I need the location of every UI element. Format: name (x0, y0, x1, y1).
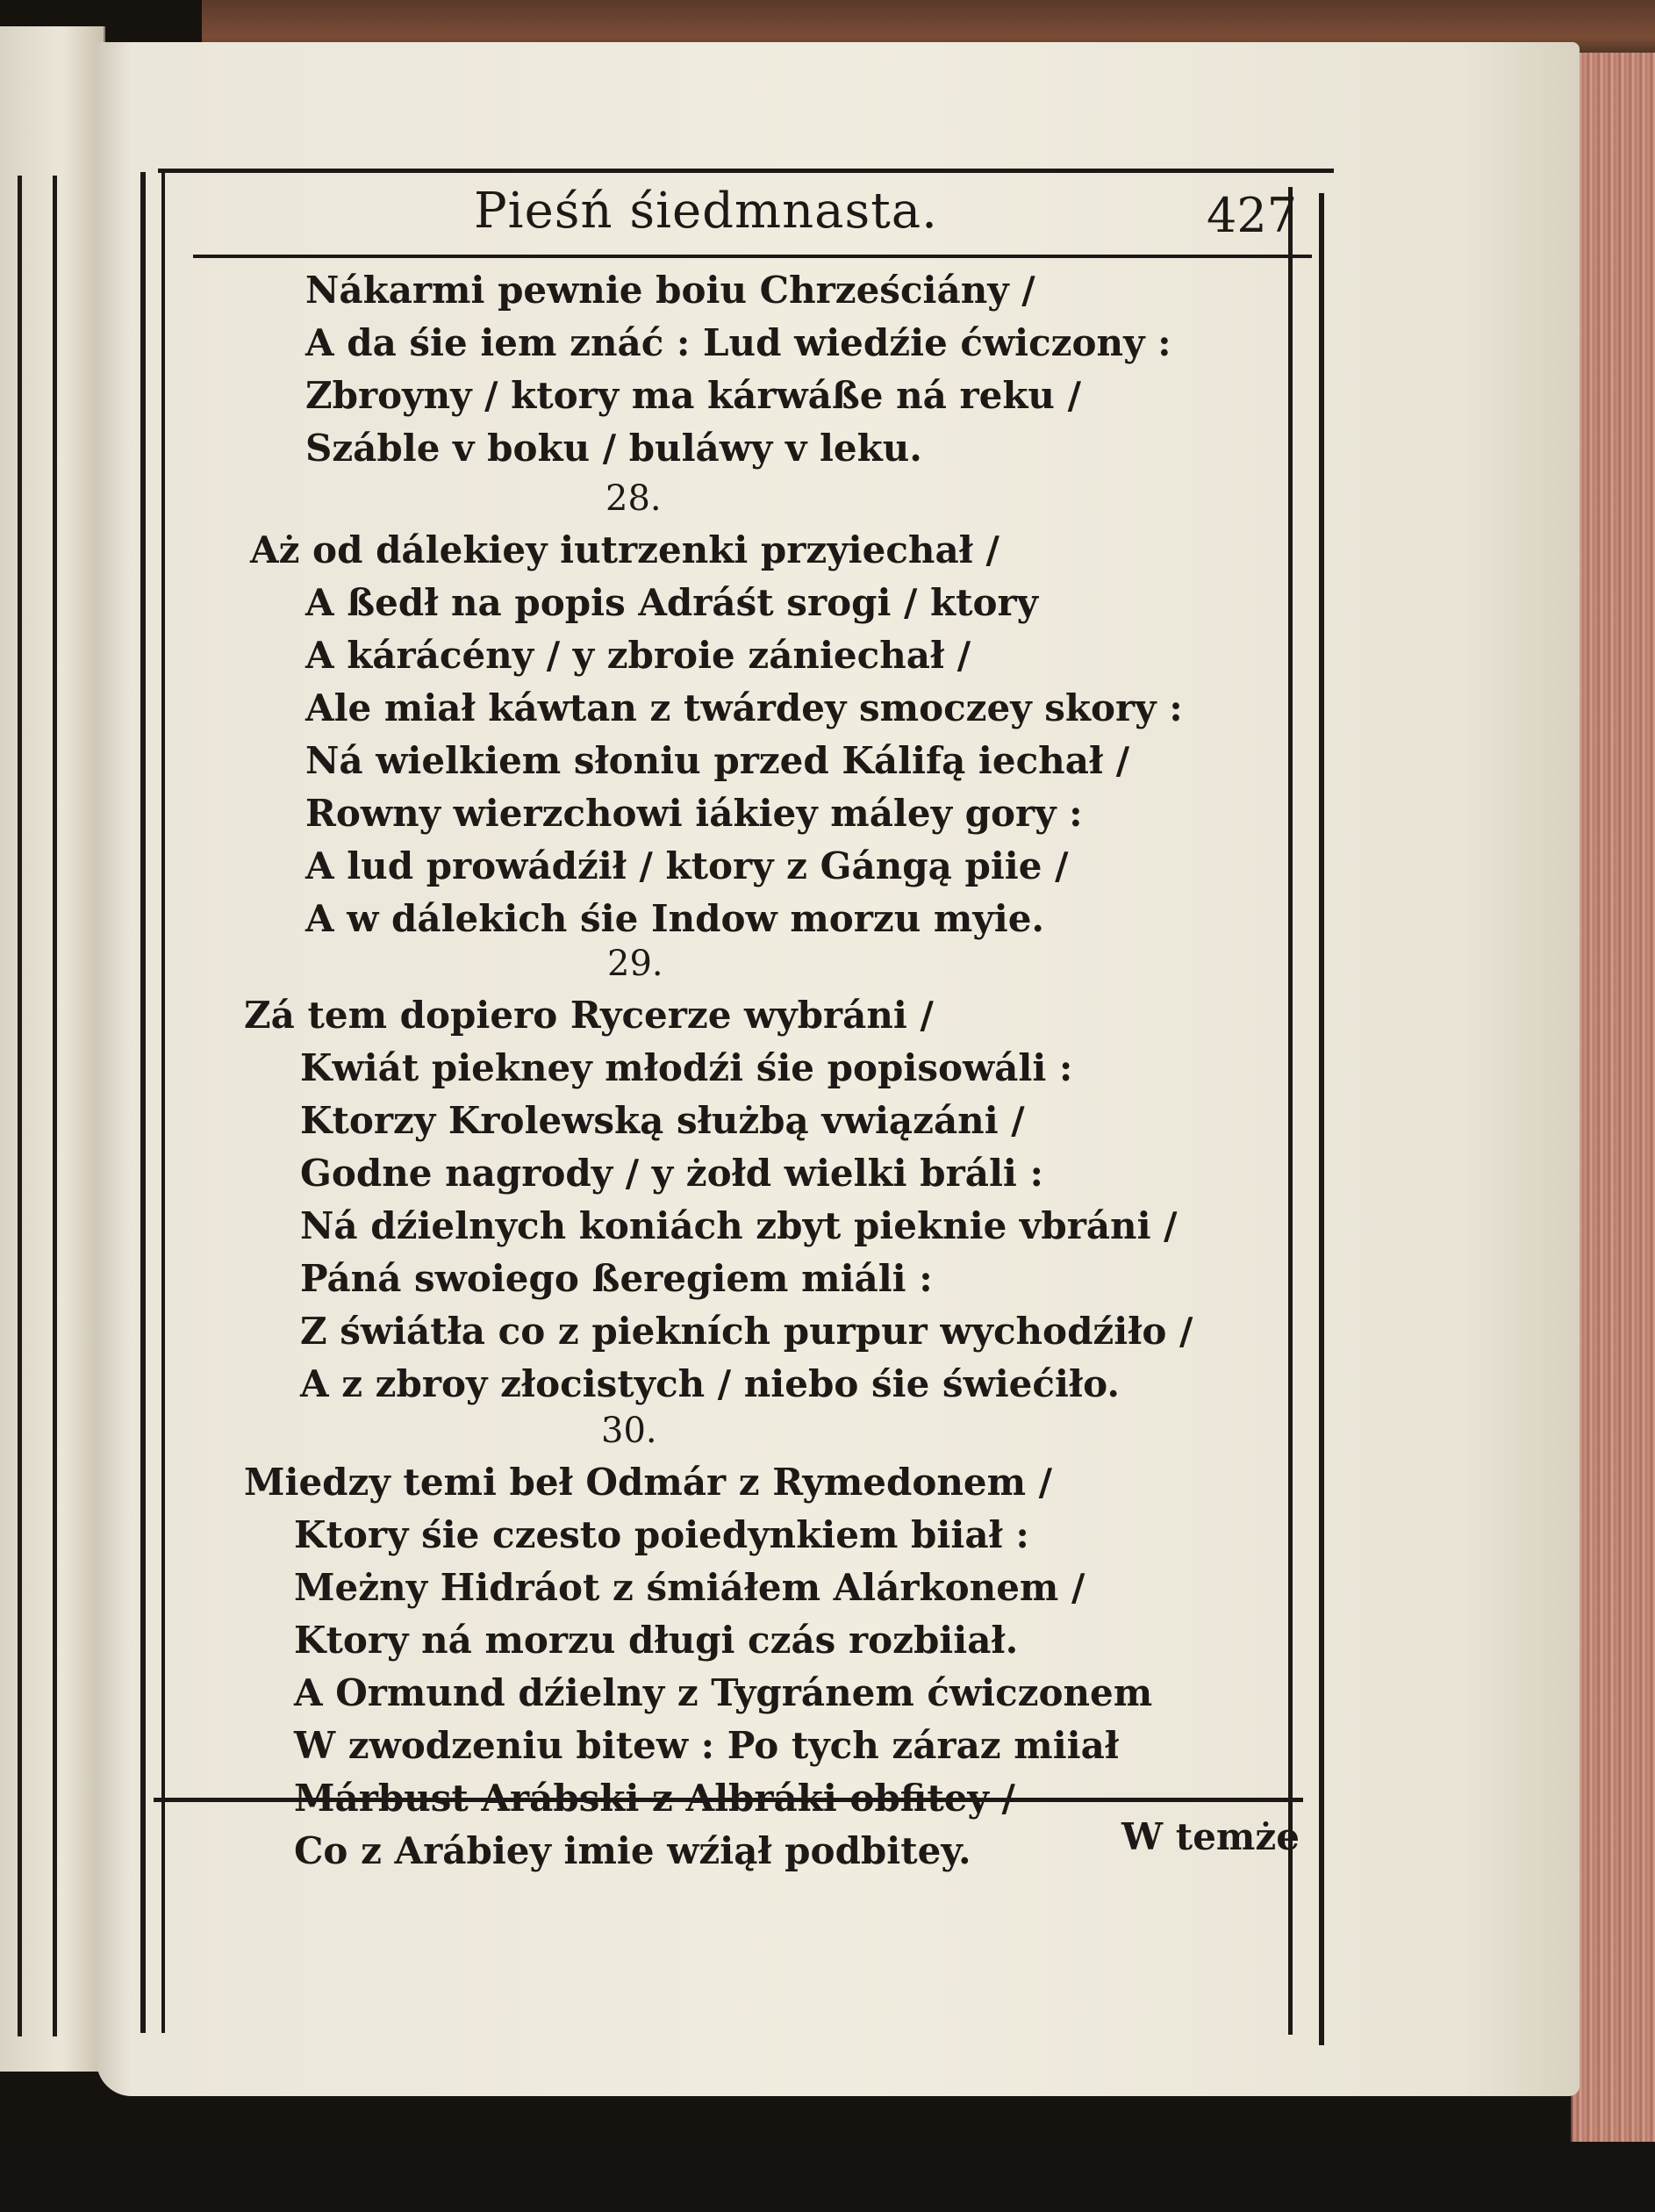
verse-line: A da śie iem znáć : Lud wiedźie ćwiczony : (305, 321, 1171, 364)
verse-line: Miedzy temi beł Odmár z Rymedonem / (244, 1461, 1053, 1504)
verse-line: Zá tem dopiero Rycerze wybráni / (244, 994, 934, 1037)
frame-rule-left-inner (161, 172, 165, 2033)
verse-line: Co z Arábiey imie wźiął podbitey. (294, 1829, 971, 1872)
header-rule (193, 255, 1312, 258)
page-number: 427 (1207, 188, 1298, 243)
verse-line: Nákarmi pewnie boiu Chrześciány / (305, 269, 1035, 312)
verse-line: Meżny Hidráot z śmiáłem Alárkonem / (294, 1566, 1085, 1609)
verse-line: W zwodzeniu bitew : Po tych záraz miiał (294, 1724, 1119, 1767)
verse-line: A Ormund dźielny z Tygránem ćwiczonem (294, 1671, 1153, 1714)
stanza-number: 28. (605, 478, 662, 519)
verse-line: A z zbroy złocistych / niebo śie świećiło. (300, 1362, 1120, 1405)
catchword: W temże (1121, 1815, 1300, 1858)
book-page (97, 42, 1580, 2096)
frame-rule-right-outer (1319, 193, 1324, 2045)
stanza-number: 30. (601, 1411, 657, 1451)
left-page-rule (53, 176, 57, 2036)
verse-line: Ktorzy Krolewską służbą vwiązáni / (300, 1099, 1025, 1142)
verse-line: Ktory ná morzu długi czás rozbiiał. (294, 1619, 1019, 1662)
verse-line: Aż od dálekiey iutrzenki przyiechał / (250, 528, 999, 571)
verse-line: Rowny wierzchowi iákiey máley gory : (305, 792, 1083, 835)
verse-line: Z świátła co z piekních purpur wychodźiło / (300, 1310, 1193, 1353)
verse-line: A ßedł na popis Adráśt srogi / ktory (305, 581, 1039, 624)
verse-line: Száble v boku / buláwy v leku. (305, 427, 922, 470)
verse-line: Ktory śie czesto poiedynkiem biiał : (294, 1513, 1029, 1556)
verse-line: Ná dźielnych koniách zbyt pieknie vbráni / (300, 1204, 1178, 1247)
verse-line: Ná wielkiem słoniu przed Kálifą iechał / (305, 739, 1130, 782)
page-fore-edge (1571, 53, 1655, 2142)
verse-line: Zbroyny / ktory ma kárwáße ná reku / (305, 374, 1081, 417)
verse-line: A lud prowádźił / ktory z Gángą piie / (305, 844, 1069, 887)
frame-rule-top (158, 169, 1334, 173)
frame-rule-left-outer (140, 172, 146, 2033)
verse-line: A kárácény / y zbroie zániechał / (305, 634, 971, 677)
verse-line: Márbust Arábski z Albráki obfitey / (294, 1777, 1015, 1820)
stanza-number: 29. (607, 944, 663, 984)
background-bottom (0, 2142, 1655, 2212)
left-page-rule (18, 176, 22, 2036)
verse-line: Ale miał káwtan z twárdey smoczey skory : (305, 686, 1183, 729)
verse-line: Godne nagrody / y żołd wielki bráli : (300, 1152, 1043, 1195)
verse-line: Kwiát piekney młodźi śie popisowáli : (300, 1046, 1073, 1089)
frame-rule-right-inner (1288, 187, 1293, 2035)
facing-page-left (0, 26, 105, 2072)
verse-line: A w dálekich śie Indow morzu myie. (305, 897, 1045, 940)
verse-line: Páná swoiego ßeregiem miáli : (300, 1257, 933, 1300)
page-title: Pieśń śiedmnasta. (474, 183, 938, 240)
